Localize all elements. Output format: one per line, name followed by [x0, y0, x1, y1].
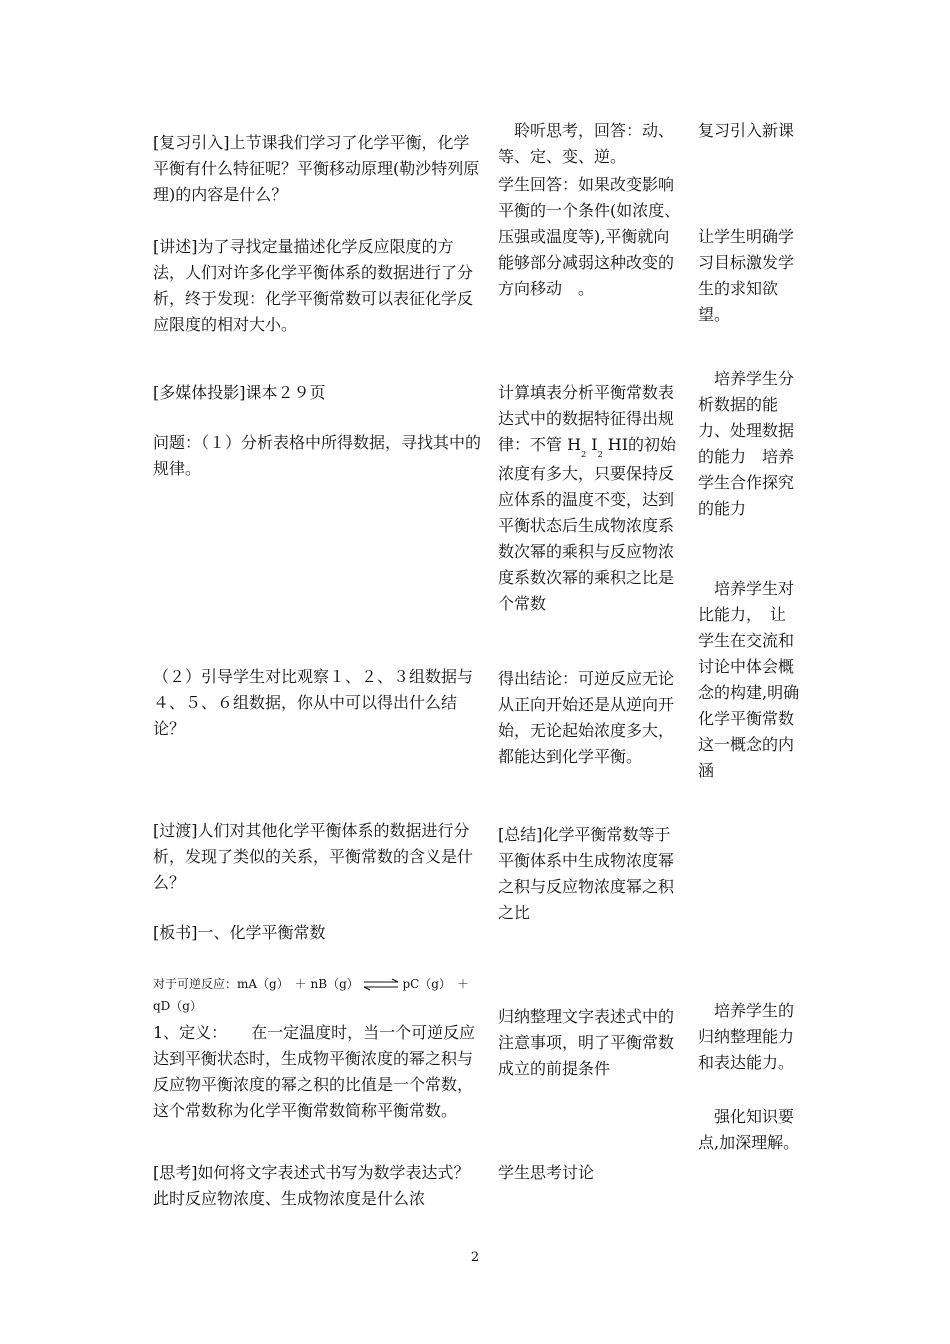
question-1-text: 问题：（１）分析表格中所得数据，寻找其中的规律。 — [153, 433, 482, 478]
reaction-tail: qD（g） — [153, 999, 202, 1013]
summary-text: [总结]化学平衡常数等于平衡体系中生成物浓度幂之积与反应物浓度幂之积之比 — [498, 825, 675, 922]
page-number: 2 — [470, 1250, 480, 1265]
calc-rule-text — [498, 380, 683, 617]
reaction-equation — [153, 973, 483, 1017]
multimedia-text: [多媒体投影]课本２９页 — [153, 383, 326, 402]
reaction-right: pC（g） ＋ — [402, 977, 469, 991]
student-conclusion-text: 得出结论：可逆反应无论从正向开始还是从逆向开始，无论起始浓度多大，都能达到化学平衡。 — [498, 669, 675, 766]
intent-compare-text: 培养学生对比能力， 让学生在交流和讨论中体会概念的构建,明确化学平衡常数这一概念的内涵 — [698, 579, 800, 780]
intent-analyze-text: 培养学生分析数据的能力、处理数据的能力 培养学生合作探究的能力 — [698, 369, 795, 518]
student-answer-text: 学生回答：如果改变影响平衡的一个条件(如浓度、压强或温度等),平衡就向能够部分减弱这种改变的方向移动 。 — [498, 175, 681, 298]
formula-i2: $I_2$ — [591, 435, 603, 459]
definition-text: 1、定义： 在一定温度时，当一个可逆反应达到平衡状态时，生成物平衡浓度的幂之积与反应物平衡浓度的幂之积的比值是一个常数，这个常数称为化学平衡常数简称平衡常数。 — [153, 1023, 476, 1120]
lecture-text: [讲述]为了寻找定量描述化学反应限度的方法，人们对许多化学平衡体系的数据进行了分析，终于发现：化学平衡常数可以表征化学反应限度的相对大小。 — [153, 237, 474, 334]
calc-rule-rest: 的初始浓度有多大，只要保持反应体系的温度不变，达到平衡状态后生成物浓度系数次幂的乘积与反应物浓度系数次幂的乘积之比是个常数 — [498, 435, 677, 613]
discuss-text: 学生思考讨论 — [498, 1163, 595, 1182]
intent-intro-text: 复习引入新课 — [698, 121, 795, 140]
board-heading: [板书]一、化学平衡常数 — [153, 923, 326, 942]
equilibrium-arrow-icon — [363, 978, 399, 992]
intent-goal-text: 让学生明确学习目标激发学生的求知欲望。 — [698, 227, 795, 324]
organize-text: 归纳整理文字表述式中的注意事项，明了平衡常数成立的前提条件 — [498, 1007, 675, 1078]
think-text: [思考]如何将文字表述式书写为数学表达式？此时反应物浓度、生成物浓度是什么浓 — [153, 1163, 470, 1208]
review-intro-text: [复习引入]上节课我们学习了化学平衡，化学平衡有什么特征呢？平衡移动原理(勒沙特列原理)的内容是什么？ — [153, 133, 480, 204]
transition-text: [过渡]人们对其他化学平衡体系的数据进行分析，发现了类似的关系，平衡常数的含义是什么？ — [153, 821, 474, 892]
intent-strengthen-text: 强化知识要点,加深理解。 — [698, 1107, 800, 1152]
student-listen-text: 聆听思考，回答：动、等、定、变、逆。 — [498, 121, 675, 166]
reaction-left: 对于可逆反应：mA（g） ＋ nB（g） — [153, 977, 359, 991]
formula-hi: HI — [607, 435, 629, 454]
question-2-text: （２）引导学生对比观察１、２、３组数据与４、５、６组数据，你从中可以得出什么结论？ — [153, 667, 474, 738]
intent-induce-text: 培养学生的归纳整理能力和表达能力。 — [698, 1001, 795, 1072]
calc-rule-lead: 计算填表分析平衡常数表达式中的数据特征得出规律：不管 — [498, 383, 675, 454]
formula-h2: $H_2$ — [567, 435, 587, 459]
